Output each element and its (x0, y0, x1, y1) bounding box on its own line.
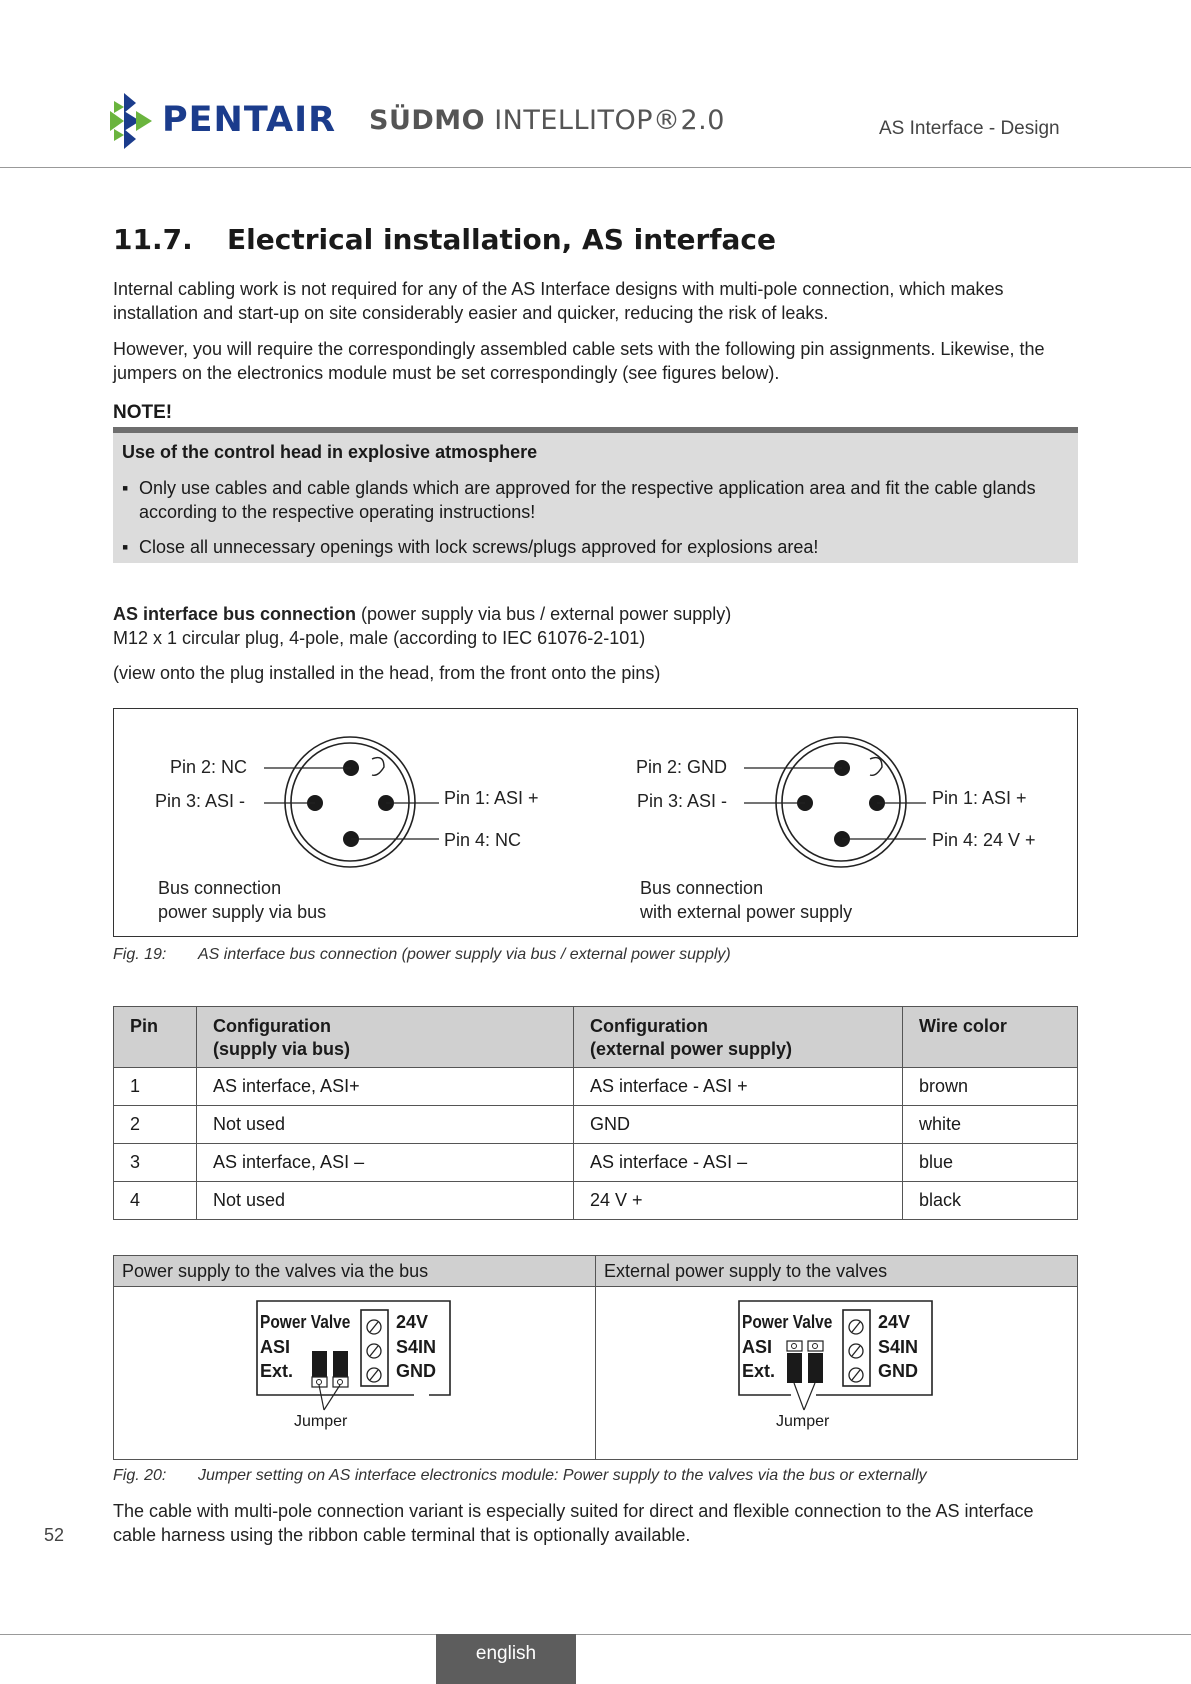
left-caption-1: Bus connection (158, 878, 282, 898)
bus-view-note: (view onto the plug installed in the head, from the front onto the pins) (113, 663, 661, 683)
bullet-icon: ▪ (122, 478, 129, 498)
header-divider (0, 167, 1191, 168)
jumper-cell-bus (114, 1287, 596, 1460)
label-gnd: GND (878, 1361, 918, 1381)
right-pin2-label: Pin 2: GND (636, 757, 728, 777)
product-name-bold: SÜDMO (369, 105, 486, 136)
product-name-rest: INTELLITOP®2.0 (485, 105, 725, 136)
label-jumper: Jumper (294, 1413, 348, 1430)
cell-config-external: AS interface - ASI – (574, 1144, 903, 1182)
jumper-setting-table (113, 1255, 1078, 1460)
right-caption-1: Bus connection (640, 878, 764, 898)
left-pin3-label: Pin 3: ASI - (155, 791, 246, 811)
label-asi: ASI (742, 1337, 773, 1357)
note-bullet-text-1: Only use cables and cable glands which are approved for the respective application area and fit the cable glands according to the respective operating instructions! (139, 478, 1036, 522)
table-row (114, 1106, 1078, 1144)
cell-pin: 2 (114, 1106, 197, 1144)
cell-config-bus: AS interface, ASI+ (197, 1068, 574, 1106)
header-section-label: AS Interface - Design (879, 118, 1060, 139)
cell-config-external: GND (574, 1106, 903, 1144)
intro-paragraph-1: Internal cabling work is not required for any of the AS Interface designs with multi-pole connection, which makes installation and start-up on site considerably easier and quicker, reducing the risk of leaks. (113, 279, 1004, 323)
label-gnd: GND (396, 1361, 436, 1381)
bus-heading-rest: (power supply via bus / external power supply) (356, 604, 732, 624)
table-header-row (114, 1007, 1078, 1068)
section-title: Electrical installation, AS interface (227, 223, 777, 256)
jumper-header-bus: Power supply to the valves via the bus (114, 1256, 596, 1287)
fig19-caption-text: AS interface bus connection (power supply via bus / external power supply) (198, 946, 731, 963)
cell-pin: 4 (114, 1182, 197, 1220)
left-caption-2: power supply via bus (158, 902, 327, 922)
header-pin: Pin (114, 1007, 197, 1068)
product-name (369, 105, 725, 136)
cell-pin: 1 (114, 1068, 197, 1106)
language-tab[interactable] (436, 1634, 576, 1684)
left-pin1-label: Pin 1: ASI + (444, 788, 539, 808)
label-jumper: Jumper (776, 1413, 830, 1430)
bus-plug-spec: M12 x 1 circular plug, 4-pole, male (according to IEC 61076-2-101) (113, 628, 646, 648)
table-row (114, 1144, 1078, 1182)
jumper-cell-external (596, 1287, 1078, 1460)
fig19-frame (113, 708, 1078, 937)
cell-wire-color: white (903, 1106, 1078, 1144)
header-config-external: Configuration (external power supply) (574, 1007, 903, 1068)
label-ext: Ext. (742, 1361, 776, 1381)
header-wire-color: Wire color (903, 1007, 1078, 1068)
label-power-valve: Power Valve (260, 1312, 351, 1332)
left-pin2-label: Pin 2: NC (170, 757, 248, 777)
label-24v: 24V (878, 1312, 911, 1332)
footer-divider (0, 1634, 1191, 1635)
cell-wire-color: blue (903, 1144, 1078, 1182)
note-bullet-text-2: Close all unnecessary openings with lock screws/plugs approved for explosions area! (139, 537, 819, 557)
label-s4in: S4IN (878, 1337, 919, 1357)
connector-right (744, 737, 926, 867)
cell-config-external: 24 V + (574, 1182, 903, 1220)
left-pin4-label: Pin 4: NC (444, 830, 522, 850)
header-config-bus: Configuration (supply via bus) (197, 1007, 574, 1068)
brand-name: PENTAIR (162, 100, 337, 140)
label-power-valve: Power Valve (742, 1312, 833, 1332)
language-tab-label: english (475, 1643, 537, 1664)
fig20-caption-number: Fig. 20: (113, 1467, 167, 1484)
cell-pin: 3 (114, 1144, 197, 1182)
pentair-logo-icon (110, 93, 156, 149)
bus-heading (113, 602, 731, 626)
label-ext: Ext. (260, 1361, 294, 1381)
cell-config-bus: Not used (197, 1106, 574, 1144)
module-diagram-bus (254, 1297, 454, 1430)
page-number: 52 (44, 1525, 65, 1545)
cell-config-external: AS interface - ASI + (574, 1068, 903, 1106)
note-label: NOTE! (113, 402, 173, 423)
section-number: 11.7. (113, 223, 193, 256)
note-bullet-1 (122, 476, 1062, 524)
pin-assignment-table (113, 1006, 1078, 1220)
bus-heading-bold: AS interface bus connection (113, 604, 357, 624)
label-asi: ASI (260, 1337, 291, 1357)
table-row (114, 1182, 1078, 1220)
right-pin1-label: Pin 1: ASI + (932, 788, 1027, 808)
note-box (113, 427, 1078, 563)
label-s4in: S4IN (396, 1337, 437, 1357)
connector-left (264, 737, 439, 867)
note-bullet-2 (122, 535, 1062, 559)
cell-wire-color: brown (903, 1068, 1078, 1106)
note-title: Use of the control head in explosive atmosphere (122, 442, 538, 462)
intro-paragraph-2: However, you will require the correspondingly assembled cable sets with the following pin assignments. Likewise, the jumpers on the electronics module must be set correspondingly (see figures below). (113, 339, 1045, 383)
cell-wire-color: black (903, 1182, 1078, 1220)
module-diagram-external (736, 1297, 936, 1430)
fig19-caption-number: Fig. 19: (113, 946, 167, 963)
closing-paragraph: The cable with multi-pole connection variant is especially suited for direct and flexible connection to the AS interface cable harness using the ribbon cable terminal that is optionally available. (113, 1501, 1034, 1545)
right-caption-2: with external power supply (640, 902, 853, 922)
fig20-caption-text: Jumper setting on AS interface electronics module: Power supply to the valves via the bus or externally (198, 1467, 927, 1484)
cell-config-bus: AS interface, ASI – (197, 1144, 574, 1182)
right-pin3-label: Pin 3: ASI - (637, 791, 728, 811)
bullet-icon: ▪ (122, 537, 129, 557)
label-24v: 24V (396, 1312, 429, 1332)
jumper-header-external: External power supply to the valves (596, 1256, 1078, 1287)
right-pin4-label: Pin 4: 24 V + (932, 830, 1036, 850)
table-row (114, 1068, 1078, 1106)
cell-config-bus: Not used (197, 1182, 574, 1220)
